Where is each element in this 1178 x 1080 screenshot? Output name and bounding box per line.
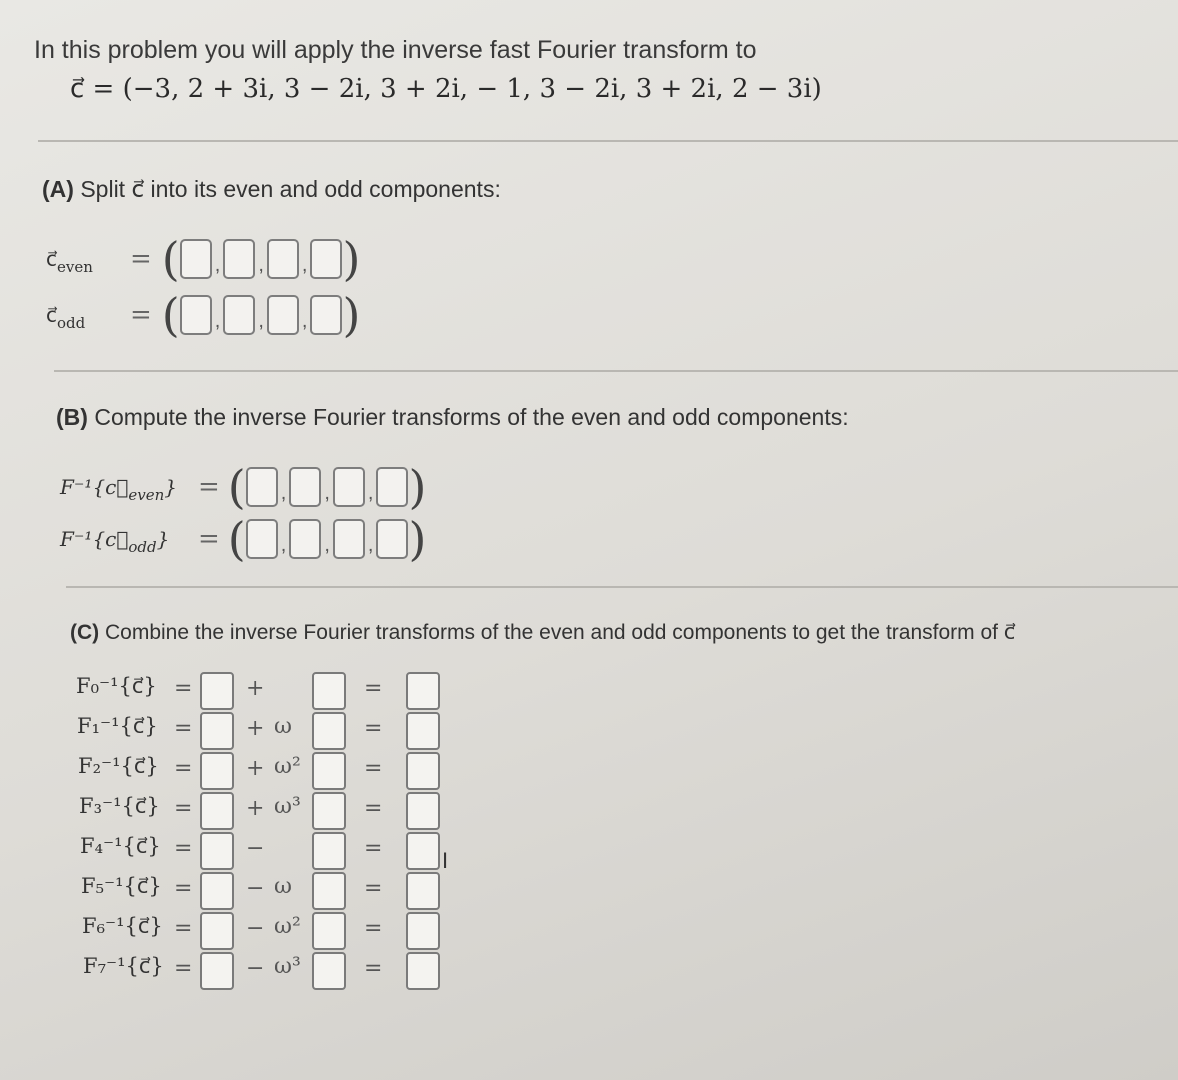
equals-sign: = (130, 244, 152, 274)
minus-sign: − (246, 956, 265, 981)
plus-sign: + (246, 756, 265, 781)
odd-term-input[interactable] (312, 872, 346, 910)
even-term-input[interactable] (200, 712, 234, 750)
c-even-input-1[interactable] (223, 239, 255, 279)
close-paren: ) (408, 512, 427, 566)
result-input[interactable] (406, 912, 440, 950)
omega-factor: ω (274, 714, 292, 739)
combine-row-label: F₀⁻¹{c⃗} (76, 674, 157, 698)
omega-factor: ω (274, 874, 292, 899)
odd-term-input[interactable] (312, 792, 346, 830)
odd-term-input[interactable] (312, 672, 346, 710)
c-even-input-0[interactable] (180, 239, 212, 279)
ift-even-input-2[interactable] (333, 467, 365, 507)
divider (54, 370, 1178, 372)
omega-factor: ω² (274, 914, 301, 939)
combine-row-label: F₆⁻¹{c⃗} (82, 914, 163, 938)
equals-sign: = (198, 524, 220, 554)
result-input[interactable] (406, 752, 440, 790)
omega-factor: ω³ (274, 954, 301, 979)
part-b-tag: (B) (56, 404, 88, 430)
close-paren: ) (408, 460, 427, 514)
part-c-text: Combine the inverse Fourier transforms of the even and odd components to get the transform of c⃗ (105, 621, 1016, 644)
part-b-text: Compute the inverse Fourier transforms of the even and odd components: (94, 404, 849, 430)
c-odd-label: $c⃗_{odd}$ (46, 303, 86, 332)
problem-intro: In this problem you will apply the inverse fast Fourier transform to (34, 36, 757, 64)
odd-term-input[interactable] (312, 912, 346, 950)
plus-sign: + (246, 676, 265, 701)
ift-even-row: $F^{-1}\{c⃗_{even}\}$ = ( , , , ) (60, 460, 427, 514)
ift-even-input-1[interactable] (289, 467, 321, 507)
c-odd-input-0[interactable] (180, 295, 212, 335)
minus-sign: − (246, 836, 265, 861)
equals-sign: = (364, 796, 383, 821)
odd-term-input[interactable] (312, 712, 346, 750)
c-even-input-2[interactable] (267, 239, 299, 279)
part-a-header (42, 176, 501, 203)
equals-sign: = (174, 956, 193, 981)
equals-sign: = (174, 916, 193, 941)
omega-factor: ω² (274, 754, 301, 779)
even-term-input[interactable] (200, 792, 234, 830)
part-a-tag: (A) (42, 176, 74, 202)
text-cursor: I (442, 848, 449, 873)
close-paren: ) (342, 288, 361, 342)
equals-sign: = (364, 956, 383, 981)
divider (38, 140, 1178, 142)
c-odd-input-1[interactable] (223, 295, 255, 335)
equals-sign: = (174, 716, 193, 741)
part-b-header (56, 404, 849, 431)
equals-sign: = (364, 836, 383, 861)
ift-even-input-3[interactable] (376, 467, 408, 507)
result-input[interactable] (406, 832, 440, 870)
equals-sign: = (364, 916, 383, 941)
combine-row-label: F₃⁻¹{c⃗} (79, 794, 160, 818)
equals-sign: = (174, 676, 193, 701)
minus-sign: − (246, 916, 265, 941)
even-term-input[interactable] (200, 672, 234, 710)
result-input[interactable] (406, 712, 440, 750)
combine-row-label: F₅⁻¹{c⃗} (81, 874, 162, 898)
equals-sign: = (174, 876, 193, 901)
equals-sign: = (174, 836, 193, 861)
part-c-header (70, 620, 1015, 645)
even-term-input[interactable] (200, 912, 234, 950)
ift-odd-input-2[interactable] (333, 519, 365, 559)
part-a-text: Split c⃗ into its even and odd components: (80, 176, 501, 202)
vector-definition: c⃗ = (−3, 2 + 3i, 3 − 2i, 3 + 2i, − 1, 3 − 2i, 3 + 2i, 2 − 3i) (70, 74, 822, 104)
equals-sign: = (364, 676, 383, 701)
close-paren: ) (342, 232, 361, 286)
open-paren: ( (227, 512, 246, 566)
even-term-input[interactable] (200, 832, 234, 870)
plus-sign: + (246, 796, 265, 821)
even-term-input[interactable] (200, 952, 234, 990)
combine-row-label: F₄⁻¹{c⃗} (80, 834, 161, 858)
equals-sign: = (364, 756, 383, 781)
plus-sign: + (246, 716, 265, 741)
open-paren: ( (161, 288, 180, 342)
odd-term-input[interactable] (312, 752, 346, 790)
equals-sign: = (174, 796, 193, 821)
combine-row-label: F₁⁻¹{c⃗} (77, 714, 158, 738)
equals-sign: = (364, 876, 383, 901)
odd-term-input[interactable] (312, 832, 346, 870)
equals-sign: = (174, 756, 193, 781)
equals-sign: = (364, 716, 383, 741)
c-even-input-3[interactable] (310, 239, 342, 279)
result-input[interactable] (406, 792, 440, 830)
equals-sign: = (130, 300, 152, 330)
open-paren: ( (161, 232, 180, 286)
ift-even-input-0[interactable] (246, 467, 278, 507)
c-even-label: $c⃗_{even}$ (46, 247, 93, 276)
result-input[interactable] (406, 952, 440, 990)
even-term-input[interactable] (200, 752, 234, 790)
ift-odd-label: $F^{-1}\{c⃗_{odd}\}$ (60, 527, 170, 556)
ift-odd-input-1[interactable] (289, 519, 321, 559)
c-odd-input-2[interactable] (267, 295, 299, 335)
odd-term-input[interactable] (312, 952, 346, 990)
c-odd-input-3[interactable] (310, 295, 342, 335)
c-even-row: $c⃗_{even}$ = ( , , , ) (46, 232, 361, 286)
open-paren: ( (227, 460, 246, 514)
result-input[interactable] (406, 672, 440, 710)
omega-factor: ω³ (274, 794, 301, 819)
combine-row-label: F₂⁻¹{c⃗} (78, 754, 159, 778)
even-term-input[interactable] (200, 872, 234, 910)
ift-even-label: $F^{-1}\{c⃗_{even}\}$ (60, 475, 178, 504)
ift-odd-row: $F^{-1}\{c⃗_{odd}\}$ = ( , , , ) (60, 512, 427, 566)
part-c-tag: (C) (70, 621, 100, 644)
ift-odd-input-0[interactable] (246, 519, 278, 559)
minus-sign: − (246, 876, 265, 901)
combine-row-label: F₇⁻¹{c⃗} (83, 954, 164, 978)
c-odd-row: $c⃗_{odd}$ = ( , , , ) (46, 288, 361, 342)
ift-odd-input-3[interactable] (376, 519, 408, 559)
equals-sign: = (198, 472, 220, 502)
divider (66, 586, 1178, 588)
result-input[interactable] (406, 872, 440, 910)
